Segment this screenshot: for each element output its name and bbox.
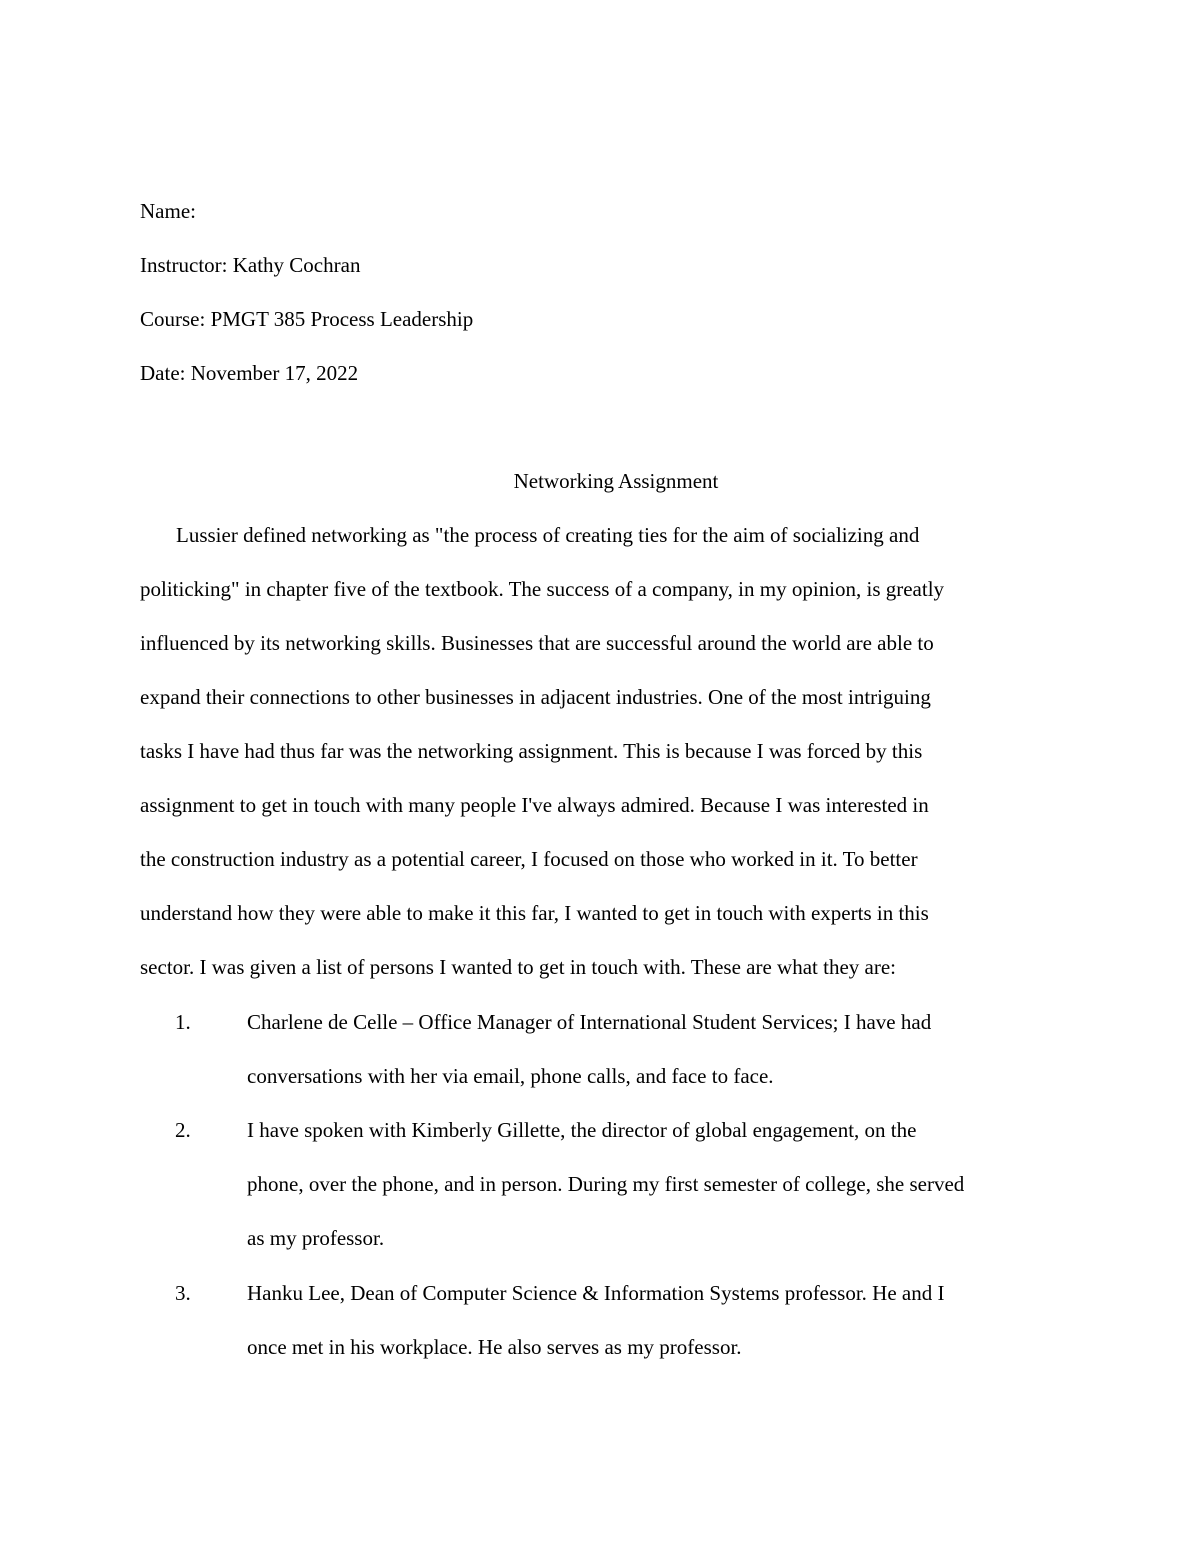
list-item-number: 2.	[175, 1118, 191, 1142]
paragraph-line: understand how they were able to make it this far, I wanted to get in touch with experts in this	[140, 901, 929, 925]
paragraph-line: expand their connections to other businesses in adjacent industries. One of the most intriguing	[140, 685, 931, 709]
course-line: Course: PMGT 385 Process Leadership	[140, 307, 474, 331]
list-item-text: I have spoken with Kimberly Gillette, the director of global engagement, on the	[247, 1118, 917, 1142]
list-item-text: as my professor.	[247, 1226, 385, 1250]
list-item-text: once met in his workplace. He also serves as my professor.	[247, 1335, 742, 1359]
document-title: Networking Assignment	[513, 469, 719, 493]
paragraph-line: Lussier defined networking as "the process of creating ties for the aim of socializing and	[176, 523, 920, 547]
list-item-number: 1.	[175, 1010, 191, 1034]
list-item-text: conversations with her via email, phone calls, and face to face.	[247, 1064, 774, 1088]
list-item-text: phone, over the phone, and in person. During my first semester of college, she served	[247, 1172, 965, 1196]
list-item-number: 3.	[175, 1281, 191, 1305]
paragraph-line: influenced by its networking skills. Businesses that are successful around the world are able to	[140, 631, 934, 655]
paragraph-line: tasks I have had thus far was the networking assignment. This is because I was forced by this	[140, 739, 923, 763]
paragraph-line: assignment to get in touch with many people I've always admired. Because I was interested in	[140, 793, 929, 817]
paragraph-line: the construction industry as a potential career, I focused on those who worked in it. To better	[140, 847, 918, 871]
student-name-line: Name:	[140, 199, 196, 223]
paragraph-line: sector. I was given a list of persons I wanted to get in touch with. These are what they are:	[140, 955, 896, 979]
list-item-text: Hanku Lee, Dean of Computer Science & Information Systems professor. He and I	[247, 1281, 945, 1305]
paragraph-line: politicking" in chapter five of the textbook. The success of a company, in my opinion, is greatly	[140, 577, 945, 601]
date-line: Date: November 17, 2022	[140, 361, 359, 385]
instructor-line: Instructor: Kathy Cochran	[140, 253, 361, 277]
list-item-text: Charlene de Celle – Office Manager of International Student Services; I have had	[247, 1010, 932, 1034]
